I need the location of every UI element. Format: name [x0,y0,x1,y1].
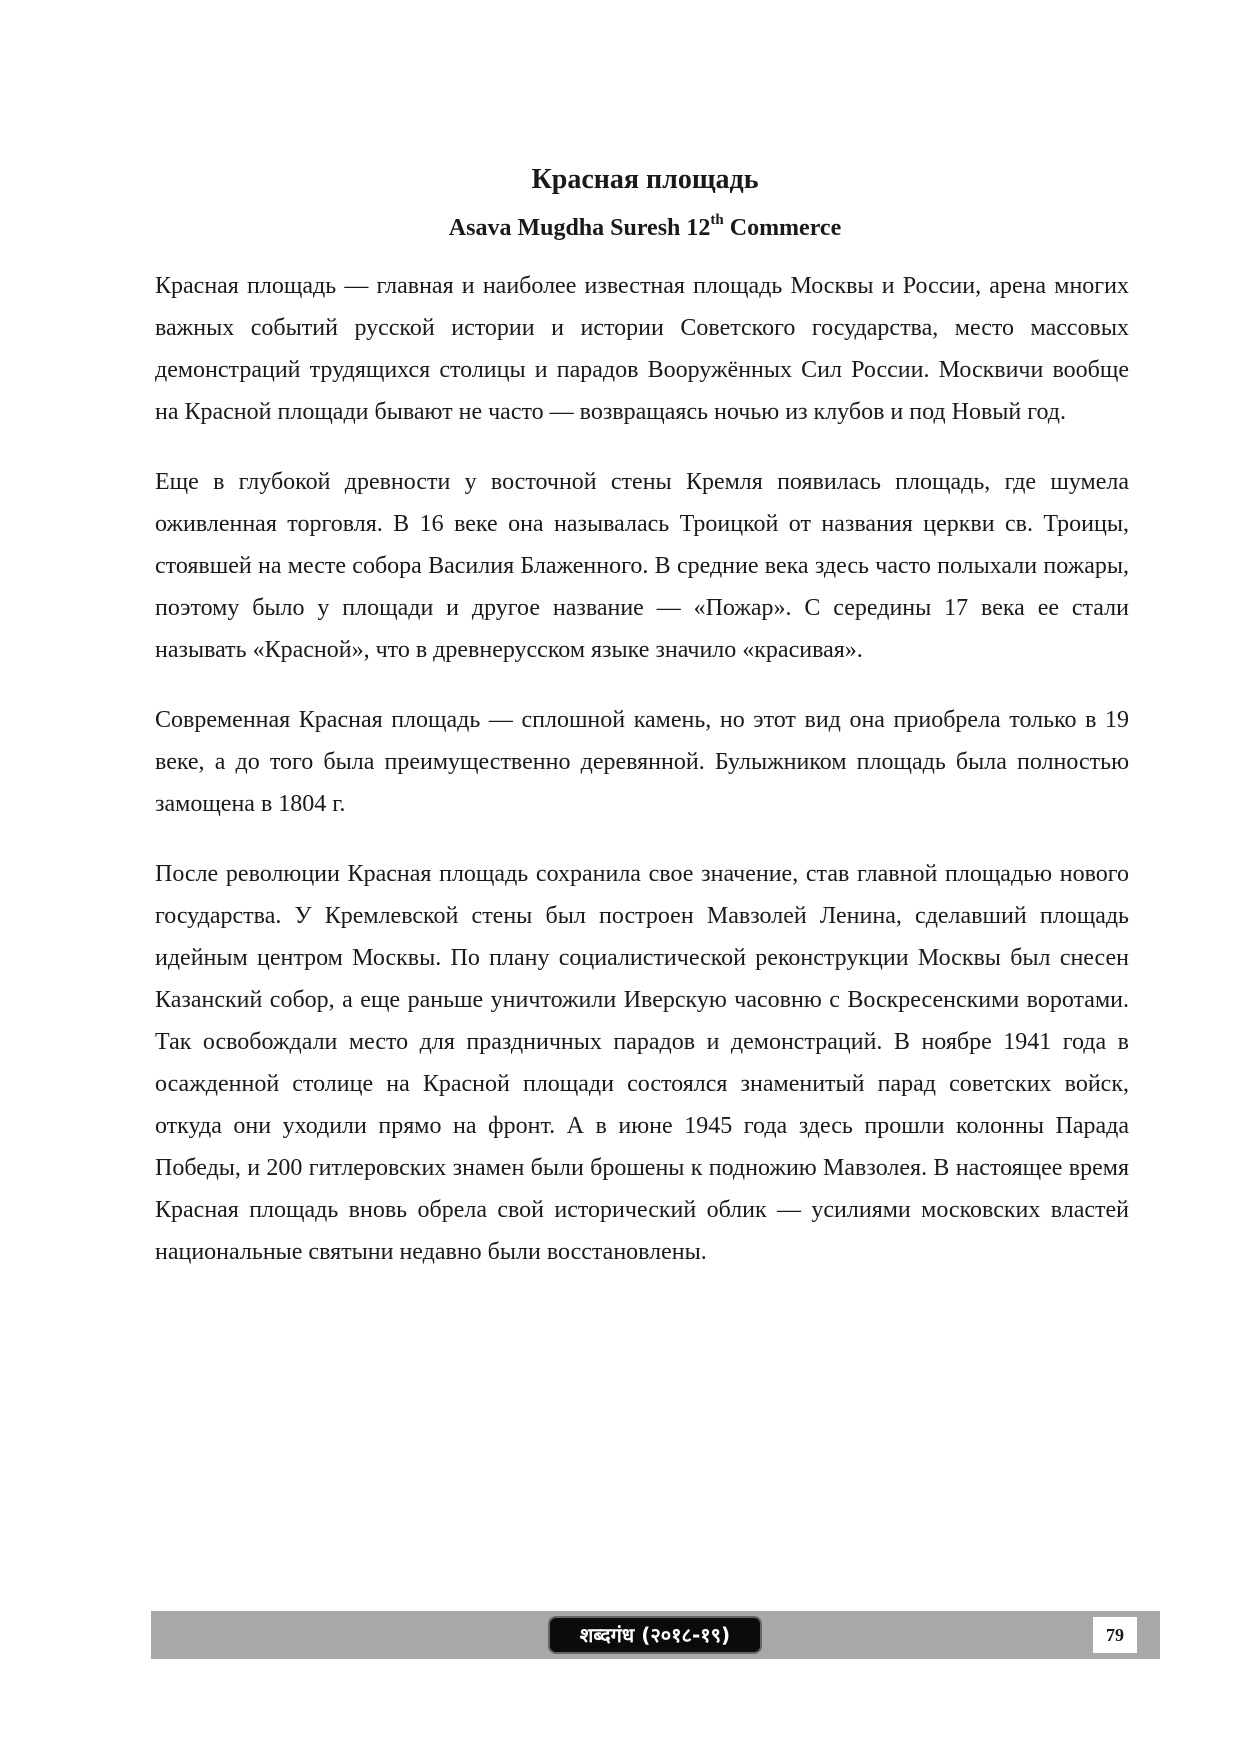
article-author [0,214,1240,242]
paragraph: Красная площадь — главная и наиболее известная площадь Москвы и России, арена многих важных событий русской истории и истории Советского государства, место массовых демонстраций трудящихся столицы и парадов Вооружённых Сил России. Москвичи вообще на Красной площади бывают не часто — возвращаясь ночью из клубов и под Новый год. [155,273,1129,425]
article-body [155,265,1129,1301]
article-title: Красная площадь [531,164,759,195]
page-footer [151,1611,1160,1659]
paragraph: После революции Красная площадь сохранила свое значение, став главной площадью нового государства. У Кремлевской стены был построен Мавзолей Ленина, сделавший площадь идейным центром Москвы. По плану социалистической реконструкции Москвы был снесен Казанский собор, а еще раньше уничтожили Иверскую часовню с Воскресенскими воротами. Так освобождали место для праздничных парадов и демонстраций. В ноябре 1941 года в осажденной столице на Красной площади состоялся знаменитый парад советских войск, откуда они уходили прямо на фронт. А в июне 1945 года здесь прошли колонны Парада Победы, и 200 гитлеровских знамен были брошены к подножию Мавзолея. В настоящее время Красная площадь вновь обрела свой исторический облик — усилиями московских властей национальные святыни недавно были восстановлены. [155,861,1129,1265]
author-superscript: th [710,212,724,228]
author-name: Asava Mugdha Suresh 12 [448,215,711,241]
author-class: Commerce [723,215,842,241]
publication-badge: शब्दगंध (२०१८-१९) [548,1616,762,1654]
paragraph: Современная Красная площадь — сплошной камень, но этот вид она приобрела только в 19 веке, а до того была преимущественно деревянной. Булыжником площадь была полностью замощена в 1804 г. [155,707,1129,817]
page-number: 79 [1093,1617,1137,1653]
paragraph: Еще в глубокой древности у восточной стены Кремля появилась площадь, где шумела оживленная торговля. В 16 веке она называлась Троицкой от названия церкви св. Троицы, стоявшей на месте собора Василия Блаженного. В средние века здесь часто полыхали пожары, поэтому было у площади и другое название — «Пожар». С середины 17 века ее стали называть «Красной», что в древнерусском языке значило «красивая». [155,469,1129,663]
